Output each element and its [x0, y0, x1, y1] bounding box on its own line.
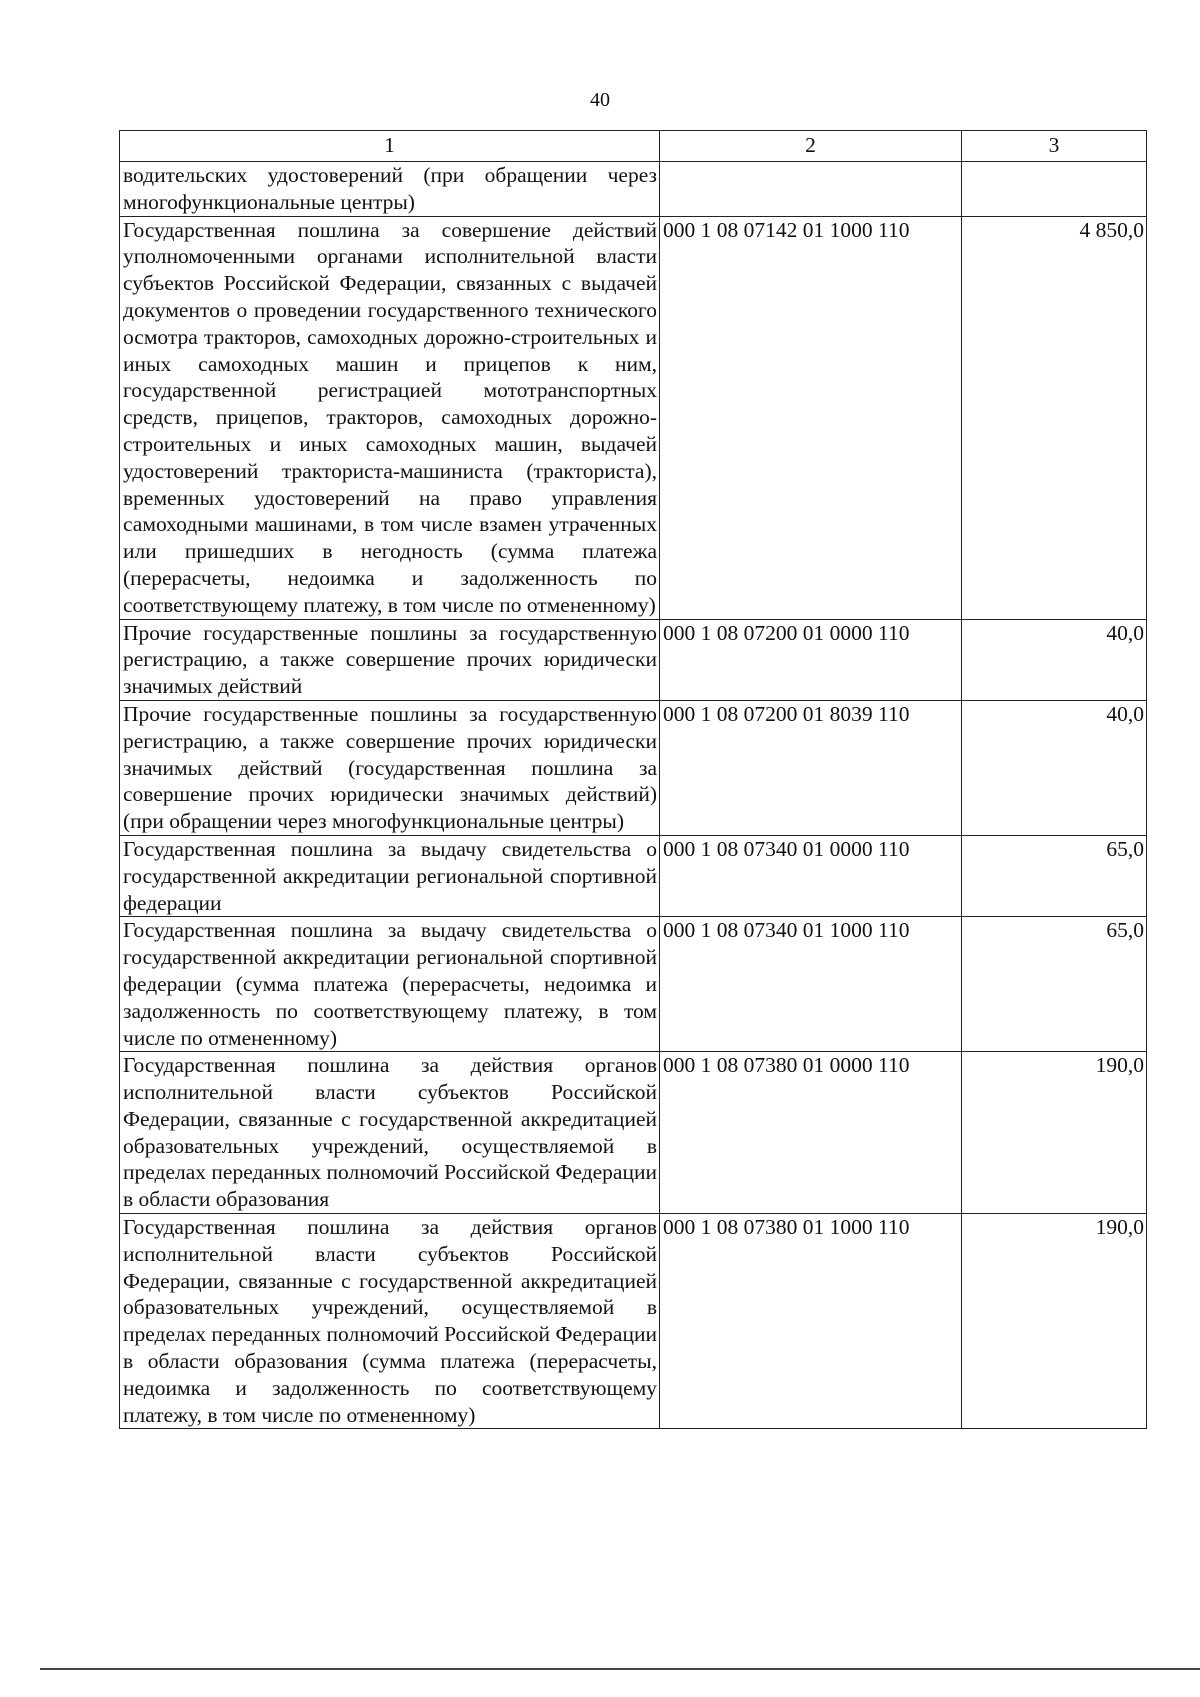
- row-description: водительских удостоверений (при обращении через многофункциональные центры): [120, 162, 660, 217]
- row-amount: 65,0: [962, 835, 1147, 916]
- table-row: [120, 216, 1147, 619]
- table-row: [120, 700, 1147, 835]
- column-header-1: 1: [120, 131, 660, 162]
- fees-table: [119, 130, 1147, 1429]
- page-number: 40: [590, 89, 610, 111]
- row-budget-code: 000 1 08 07200 01 0000 110: [660, 619, 962, 700]
- row-description: Государственная пошлина за выдачу свидетельства о государственной аккредитации региональной спортивной федерации: [120, 835, 660, 916]
- table-row: [120, 1052, 1147, 1214]
- row-budget-code: 000 1 08 07340 01 0000 110: [660, 835, 962, 916]
- row-amount: 65,0: [962, 917, 1147, 1052]
- column-header-3: 3: [962, 131, 1147, 162]
- footer-divider: [40, 1668, 1200, 1670]
- row-description: Прочие государственные пошлины за государственную регистрацию, а также совершение прочих юридически значимых действий (государственная пошлина за совершение прочих юридически значимых действий) (при обращении через многофункциональные центры): [120, 700, 660, 835]
- column-header-2: 2: [660, 131, 962, 162]
- row-description: Прочие государственные пошлины за государственную регистрацию, а также совершение прочих юридически значимых действий: [120, 619, 660, 700]
- row-budget-code: 000 1 08 07380 01 0000 110: [660, 1052, 962, 1214]
- table-row: [120, 1214, 1147, 1429]
- row-amount: 190,0: [962, 1214, 1147, 1429]
- row-budget-code: [660, 162, 962, 217]
- row-description: Государственная пошлина за действия органов исполнительной власти субъектов Российской Федерации, связанные с государственной аккредитацией образовательных учреждений, осуществляемой в пределах переданных полномочий Российской Федерации в области образования: [120, 1052, 660, 1214]
- row-budget-code: 000 1 08 07142 01 1000 110: [660, 216, 962, 619]
- table-row: [120, 162, 1147, 217]
- table-row: [120, 835, 1147, 916]
- table-row: [120, 619, 1147, 700]
- row-description: Государственная пошлина за действия органов исполнительной власти субъектов Российской Федерации, связанные с государственной аккредитацией образовательных учреждений, осуществляемой в пределах переданных полномочий Российской Федерации в области образования (сумма платежа (перерасчеты, недоимка и задолженность по соответствующему платежу, в том числе по отмененному): [120, 1214, 660, 1429]
- row-amount: 190,0: [962, 1052, 1147, 1214]
- row-description: Государственная пошлина за совершение действий уполномоченными органами исполнительной власти субъектов Российской Федерации, связанных с выдачей документов о проведении государственного технического осмотра тракторов, самоходных дорожно-строительных и иных самоходных машин и прицепов к ним, государственной регистрацией мототранспортных средств, прицепов, тракторов, самоходных дорожно-строительных и иных самоходных машин, выдачей удостоверений тракториста-машиниста (тракториста), временных удостоверений на право управления самоходными машинами, в том числе взамен утраченных или пришедших в негодность (сумма платежа (перерасчеты, недоимка и задолженность по соответствующему платежу, в том числе по отмененному): [120, 216, 660, 619]
- row-description: Государственная пошлина за выдачу свидетельства о государственной аккредитации региональной спортивной федерации (сумма платежа (перерасчеты, недоимка и задолженность по соответствующему платежу, в том числе по отмененному): [120, 917, 660, 1052]
- row-budget-code: 000 1 08 07200 01 8039 110: [660, 700, 962, 835]
- row-budget-code: 000 1 08 07380 01 1000 110: [660, 1214, 962, 1429]
- row-amount: 40,0: [962, 700, 1147, 835]
- table-header-row: [120, 131, 1147, 162]
- row-amount: 40,0: [962, 619, 1147, 700]
- row-amount: [962, 162, 1147, 217]
- table-row: [120, 917, 1147, 1052]
- row-amount: 4 850,0: [962, 216, 1147, 619]
- row-budget-code: 000 1 08 07340 01 1000 110: [660, 917, 962, 1052]
